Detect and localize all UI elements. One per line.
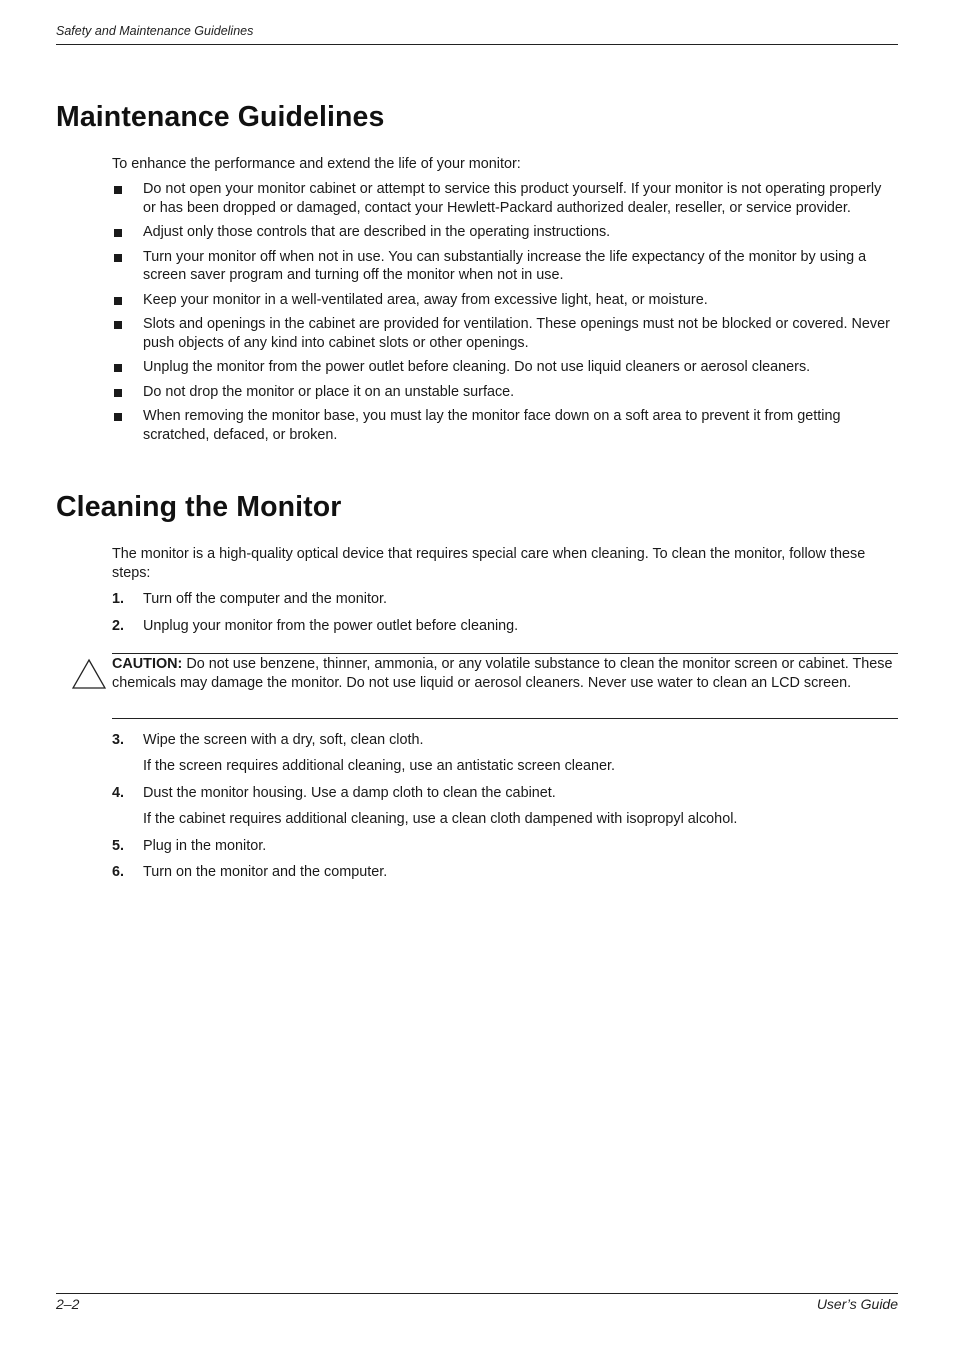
list-item (112, 180, 898, 217)
bullet-square-icon (114, 229, 122, 237)
caution-text: Do not use benzene, thinner, ammonia, or any volatile substance to clean the monitor screen or cabinet. These chemicals may damage the monitor. Do not use liquid or aerosol cleaners. Never use water to clean an LCD screen. (112, 656, 893, 691)
step-number: 3. (112, 732, 125, 748)
cleaning-heading: Cleaning the Monitor (56, 491, 342, 523)
maintenance-bullet-list (112, 180, 898, 450)
step-text: Dust the monitor housing. Use a damp cloth to clean the cabinet. (143, 785, 556, 801)
step-text: Turn off the computer and the monitor. (143, 591, 387, 607)
maintenance-intro: To enhance the performance and extend the life of your monitor: (112, 156, 521, 172)
cleaning-intro: The monitor is a high-quality optical device that requires special care when cleaning. To clean the monitor, follow these steps: (112, 546, 866, 581)
bullet-square-icon (114, 254, 122, 262)
page-header (56, 22, 898, 45)
guide-name: User’s Guide (816, 1296, 898, 1312)
bullet-text: Do not drop the monitor or place it on an unstable surface. (143, 383, 515, 400)
maintenance-heading: Maintenance Guidelines (56, 101, 385, 133)
bullet-square-icon (114, 413, 122, 421)
step-number: 1. (112, 591, 125, 607)
bullet-text: When removing the monitor base, you must lay the monitor face down on a soft area to prevent it from getting scratched, defaced, or broken. (143, 408, 841, 443)
step-number: 4. (112, 785, 125, 801)
step-text: Wipe the screen with a dry, soft, clean cloth. (143, 732, 424, 748)
list-item (112, 248, 898, 285)
step-number: 5. (112, 838, 125, 854)
caution-triangle-icon (72, 658, 106, 690)
list-item (112, 407, 898, 444)
bullet-text: Unplug the monitor from the power outlet before cleaning. Do not use liquid cleaners or aerosol cleaners. (143, 359, 811, 375)
list-item (112, 223, 898, 242)
page-number: 2–2 (56, 1296, 80, 1312)
bullet-square-icon (114, 364, 122, 372)
step-text: Turn on the monitor and the computer. (143, 864, 388, 880)
header-title: Safety and Maintenance Guidelines (56, 24, 254, 38)
bullet-text: Keep your monitor in a well-ventilated area, away from excessive light, heat, or moisture. (143, 291, 708, 308)
step-number: 6. (112, 864, 125, 880)
list-item (112, 383, 898, 402)
step-note: If the screen requires additional cleaning, use an antistatic screen cleaner. (143, 758, 615, 774)
caution-note (112, 655, 898, 693)
step-note: If the cabinet requires additional cleaning, use a clean cloth dampened with isopropyl alcohol. (143, 811, 738, 827)
list-item (112, 315, 898, 352)
bullet-square-icon (114, 389, 122, 397)
caution-box (112, 653, 898, 719)
bullet-text: Slots and openings in the cabinet are provided for ventilation. These openings must not be blocked or covered. Never push objects of any kind into cabinet slots or other openings. (143, 316, 890, 351)
bullet-text: Turn your monitor off when not in use. You can substantially increase the life expectancy of the monitor by using a screen saver program and turning off the monitor when not in use. (143, 248, 867, 283)
list-item (112, 358, 898, 377)
step-number: 2. (112, 618, 125, 634)
bullet-square-icon (114, 297, 122, 305)
bullet-square-icon (114, 186, 122, 194)
bullet-square-icon (114, 321, 122, 329)
list-item (112, 291, 898, 310)
step-text: Unplug your monitor from the power outlet before cleaning. (143, 618, 519, 634)
page-footer (56, 1293, 898, 1318)
step-text: Plug in the monitor. (143, 838, 267, 854)
caution-label: CAUTION: (112, 656, 183, 672)
bullet-text: Adjust only those controls that are described in the operating instructions. (143, 224, 611, 240)
bullet-text: Do not open your monitor cabinet or attempt to service this product yourself. If your monitor is not operating properly or has been dropped or damaged, contact your Hewlett-Packard authorized dealer, reseller, or service provider. (143, 181, 882, 216)
